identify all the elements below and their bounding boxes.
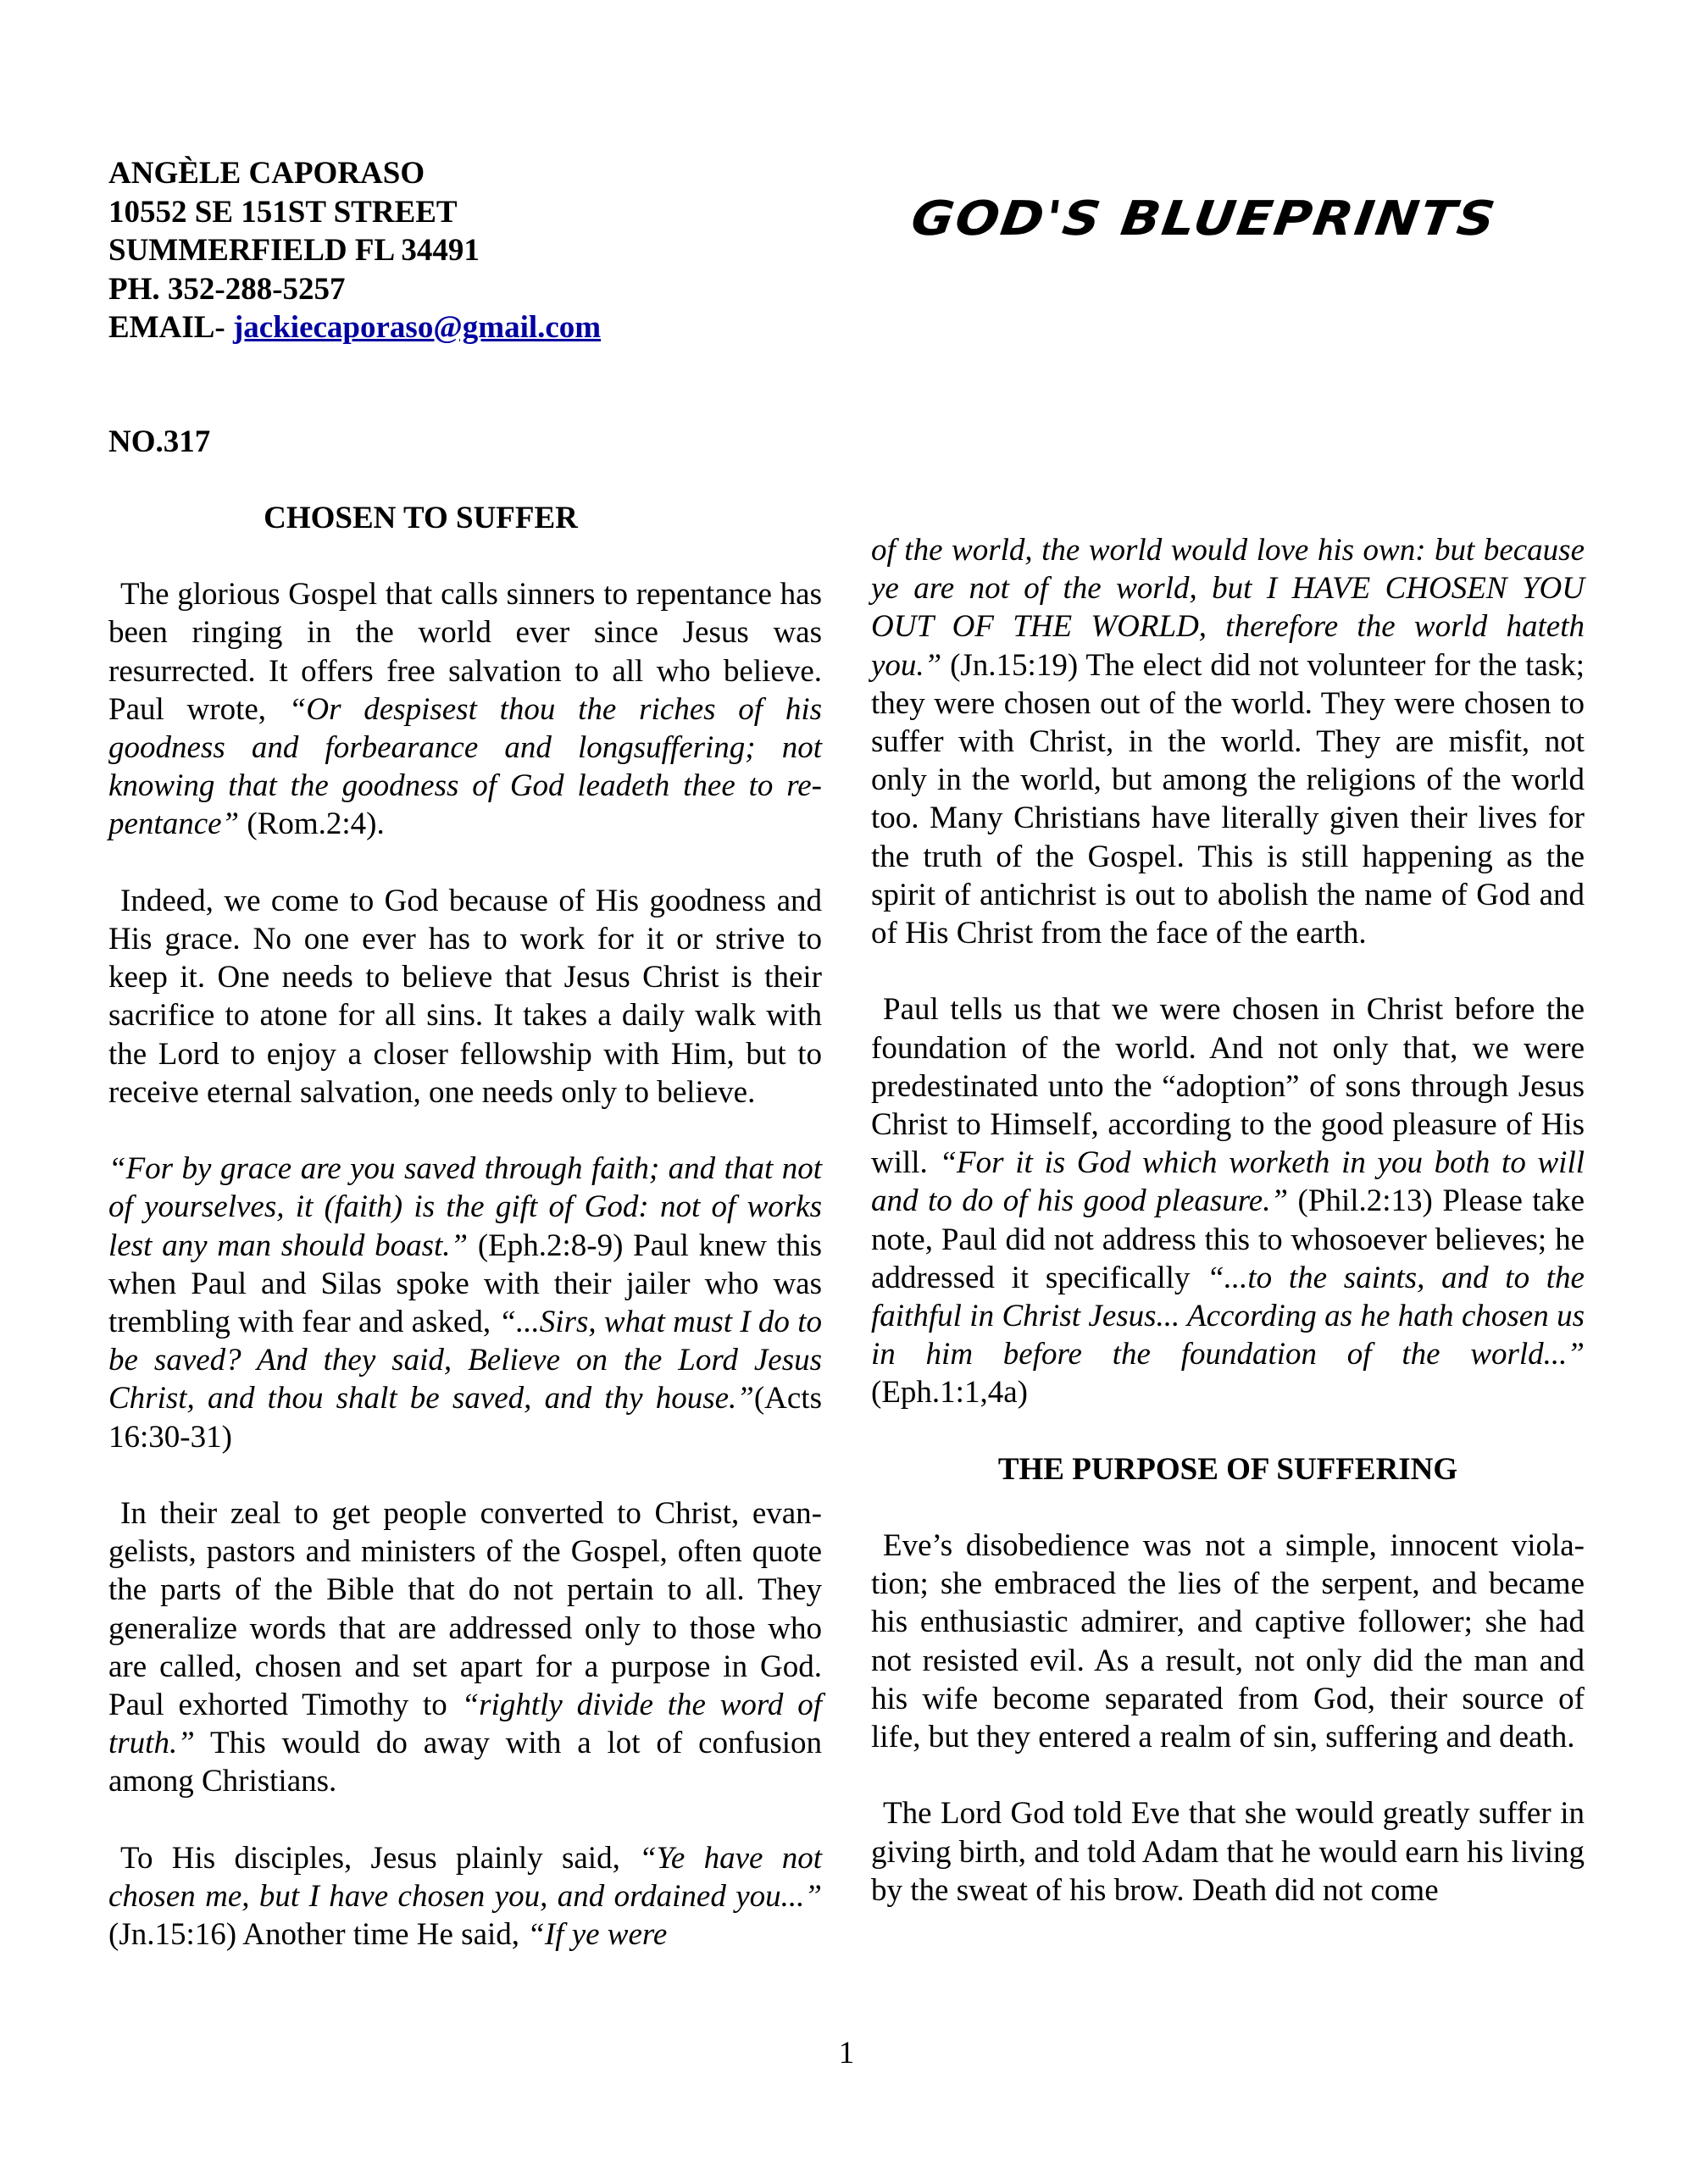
scripture-quote: “...to the saints, and to the faithful in Christ Jesus... According as he hath chosen us in him before the foundation of the world...” xyxy=(871,1260,1585,1372)
paragraph xyxy=(108,1494,822,1801)
right-column xyxy=(871,531,1585,1948)
paragraph-text: The glorious Gospel that calls sinners to repentance has been ringing in the world ever since Jesus was resurrected. It offers free salvation to all who believe. Paul wrote, xyxy=(108,577,822,727)
phone-number: PH. 352-288-5257 xyxy=(108,271,346,307)
paragraph: Indeed, we come to God because of His goodness and His grace. No one ever has to work for it or strive to keep it. One needs to believe that Jesus Christ is their sacrifice to atone for all sins. It takes a daily walk with the Lord to enjoy a closer fellowship with Him, but to receive eternal salvation, one needs only to believe. xyxy=(108,883,822,1110)
section-subtitle: THE PURPOSE OF SUFFERING xyxy=(997,1451,1458,1487)
paragraph xyxy=(871,990,1585,1411)
page-number: 1 xyxy=(838,2036,855,2070)
paragraph-text: (Eph.2:8-9) Paul knew this when Paul and Silas spoke with their jailer who was trembling with fear and asked, xyxy=(108,1228,822,1340)
paragraph xyxy=(108,1839,822,1954)
email-label: EMAIL- xyxy=(108,310,233,345)
city-state-zip: SUMMERFIELD FL 34491 xyxy=(108,233,480,268)
scripture-quote: “If ye were xyxy=(527,1917,668,1953)
paragraph xyxy=(108,575,822,843)
paragraph-text: (Phil.2:13) Please take note, Paul did not address this to whosoever believes; he addressed it specifically xyxy=(871,1183,1585,1295)
scripture-quote: “rightly divide the word of truth.” xyxy=(108,1688,822,1761)
brand-title: GOD'S BLUEPRINTS xyxy=(908,191,1501,247)
paragraph-text: To His disciples, Jesus plainly said, xyxy=(120,1840,640,1876)
paragraph-text: This would do away with a lot of confusion among Christians. xyxy=(108,1726,822,1799)
scripture-reference: (Acts 16:30-31) xyxy=(108,1381,822,1455)
scripture-reference: (Rom.2:4). xyxy=(239,807,385,842)
paragraph-text: In their zeal to get people converted to Christ, evangelists, pastors and ministers of the Gospel, often quote the parts of the Bible that do not pertain to all. They generalize words that are addressed only to those who are called, chosen and set apart for a purpose in God. Paul exhorted Timothy to xyxy=(108,1496,822,1723)
paragraph-text: (Jn.15:16) Another time He said, xyxy=(108,1917,528,1953)
paragraph xyxy=(108,1150,822,1456)
document-number: NO.317 xyxy=(108,424,211,459)
scripture-quote: “For by grace are you saved through faith; and that not of yourselves, it (faith) is the gift of God: not of works lest any man should boast.” xyxy=(108,1151,822,1263)
scripture-reference: (Eph.1:1,4a) xyxy=(871,1375,1028,1411)
street-address: 10552 SE 151ST STREET xyxy=(108,194,458,230)
scripture-quote: “Or despisest thou the riches of his goodness and forbearance and longsuffering; not knowing that the goodness of God leadeth thee to repentance” xyxy=(108,691,822,842)
paragraph-text: (Jn.15:19) The elect did not volunteer for the task; they were chosen out of the world. They were chosen to suffer with Christ, in the world. They are misfit, not only in the world, but among the religions of the world too. Many Christians have literally given their lives for the truth of the Gospel. This is still happening as the spirit of antichrist is out to abolish the name of God and of His Christ from the face of the earth. xyxy=(871,647,1585,951)
paragraph: The Lord God told Eve that she would greatly suffer in giving birth, and told Adam that he would earn his living by the sweat of his brow. Death did not come xyxy=(871,1796,1585,1908)
scripture-quote: “Ye have not chosen me, but I have chosen you, and ordained you...” xyxy=(108,1840,822,1915)
article-title: CHOSEN TO SUFFER xyxy=(264,501,578,535)
scripture-quote: “...Sirs, what must I do to be saved? And they said, Believe on the Lord Jesus Christ, and thou shalt be saved, and thy house.” xyxy=(108,1305,822,1416)
author-contact-block xyxy=(108,154,601,347)
scripture-quote: “For it is God which worketh in you both to will and to do of his good pleasure.” xyxy=(871,1145,1585,1219)
paragraph xyxy=(871,531,1585,952)
author-name: ANGÈLE CAPORASO xyxy=(108,156,425,191)
email-link[interactable]: jackiecaporaso@gmail.com xyxy=(232,310,602,345)
paragraph: Eve’s disobedience was not a simple, innocent violation; she embraced the lies of the serpent, and became his enthusiastic admirer, and captive follower; she had not resisted evil. As a result, not only did the man and his wife become separated from God, their source of life, but they entered a realm of sin, suffering and death. xyxy=(871,1528,1585,1755)
scripture-quote: of the world, the world would love his own: but because ye are not of the world, but I HAVE CHOSEN YOU OUT OF THE WORLD, therefore the world hateth you.” xyxy=(871,533,1585,683)
email-line xyxy=(108,308,601,347)
left-column xyxy=(108,499,822,1993)
paragraph-text: Paul tells us that we were chosen in Christ before the foundation of the world. And not only that, we were predestinated unto the “adoption” of sons through Jesus Christ to Himself, according to the good pleasure of His will. xyxy=(871,992,1585,1181)
